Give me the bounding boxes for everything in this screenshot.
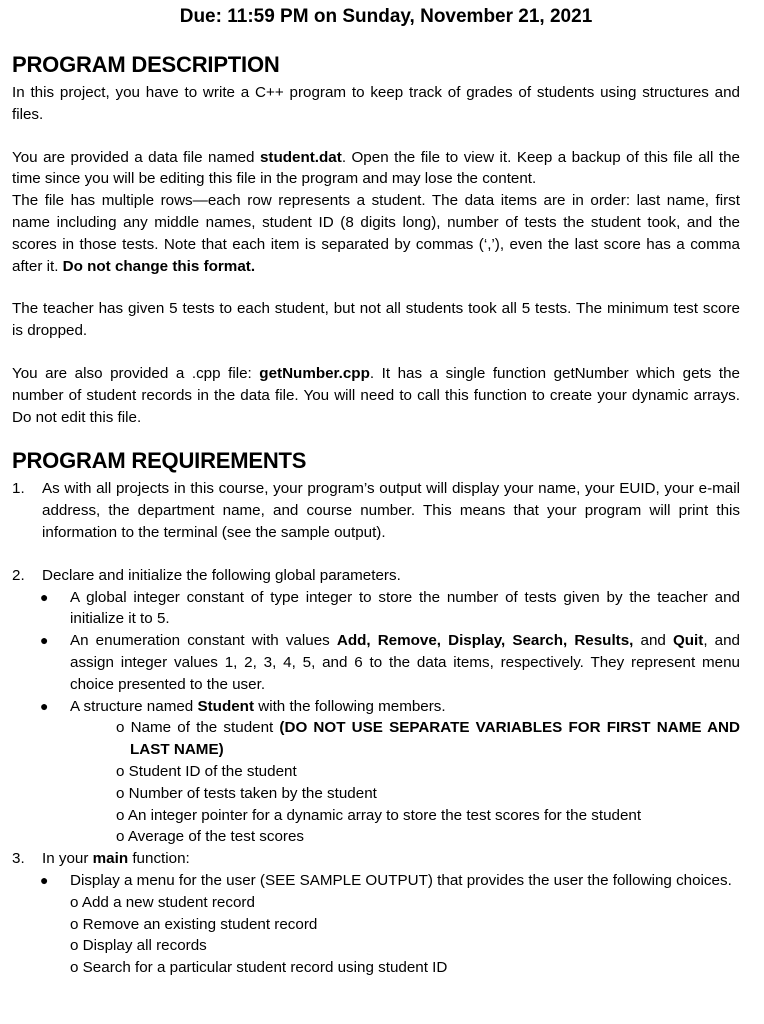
list-item: o Number of tests taken by the student (116, 784, 377, 802)
menu-choice: o Search for a particular student record using student ID (70, 959, 448, 977)
requirement-2: 2. Declare and initialize the following global parameters. (12, 566, 401, 584)
description-paragraph-5: You are also provided a .cpp file: getNumber.cpp. It has a single function getNumber which gets the number of student records in the data file. You will need to call this function to create your dynamic arrays. Do not edit this file. (12, 364, 740, 426)
description-paragraph-2: You are provided a data file named student.dat. Open the file to view it. Keep a backup of this file all the time since you will be editing this file in the program and may lose the content. (12, 148, 741, 188)
requirement-1: 1. As with all projects in this course, your program’s output will display your name, your EUID, your e-mail address, the department name, and course number. This means that your program will print this information to the terminal (see the sample output). (12, 480, 740, 541)
requirements-list (12, 478, 740, 586)
description-paragraph-3: The file has multiple rows—each row represents a student. The data items are in order: last name, first name including any middle names, student ID (8 digits long), number of tests the student took, and the scores in those tests. Note that each item is separated by commas (‘,’), even the last score has a comma after it. Do not change this format. (12, 192, 740, 275)
format-warning: Do not change this format. (62, 257, 256, 275)
list-item: o Average of the test scores (116, 828, 304, 846)
list-item: ● An enumeration constant with values Add, Remove, Display, Search, Results, and Quit, and assign integer values 1, 2, 3, 4, 5, and 6 to the data items, respectively. They represent menu choice presented to the user. (40, 632, 741, 693)
menu-choices-list (70, 892, 740, 979)
list-item: o Name of the student (DO NOT USE SEPARATE VARIABLES FOR FIRST NAME AND LAST NAME) (116, 719, 740, 759)
bullet-icon: ● (40, 697, 49, 714)
document-page (12, 0, 740, 979)
requirements-list-continued (12, 848, 740, 870)
bullet-icon: ● (40, 588, 49, 605)
list-item: ● A structure named Student with the following members. o Name of the student (DO NOT USE SEPARATE VARIABLES FOR FIRST NAME AND LAST NAME) o Student ID of the student o Number of tests taken by the student o An integer pointer for a dynamic array to store the test scores for the student o Average of the test scores (12, 696, 740, 849)
list-item: o Student ID of the student (116, 762, 297, 780)
list-item: ● Display a menu for the user (SEE SAMPLE OUTPUT) that provides the user the following choices. o Add a new student record o Remove an existing student record o Display all records o Search for a particular student record using student ID (12, 870, 740, 979)
menu-choice: o Add a new student record (70, 893, 255, 911)
program-requirements-heading: PROGRAM REQUIREMENTS (12, 448, 307, 474)
bullet-icon: ● (40, 871, 49, 888)
main-function-list (12, 870, 740, 979)
description-paragraph-1: In this project, you have to write a C++ program to keep track of grades of students using structures and files. (12, 84, 740, 123)
program-description-heading: PROGRAM DESCRIPTION (12, 52, 280, 77)
description-paragraph-4: The teacher has given 5 tests to each student, but not all students took all 5 tests. The minimum test score is dropped. (12, 300, 740, 340)
menu-choice: o Remove an existing student record (70, 915, 318, 933)
getnumber-filename: getNumber.cpp (259, 364, 370, 382)
student-dat-filename: student.dat (259, 148, 342, 166)
due-date: Due: 11:59 PM on Sunday, November 21, 2021 (179, 6, 593, 27)
requirement-3: 3. In your main function: (12, 850, 190, 868)
bullet-icon: ● (40, 632, 49, 649)
list-item: o An integer pointer for a dynamic array to store the test scores for the student (116, 806, 642, 824)
global-parameters-list (12, 587, 740, 849)
menu-choice: o Display all records (70, 937, 207, 955)
student-members-list (70, 717, 740, 848)
list-item: ● A global integer constant of type integer to store the number of tests given by the teacher and initialize it to 5. (40, 588, 740, 628)
